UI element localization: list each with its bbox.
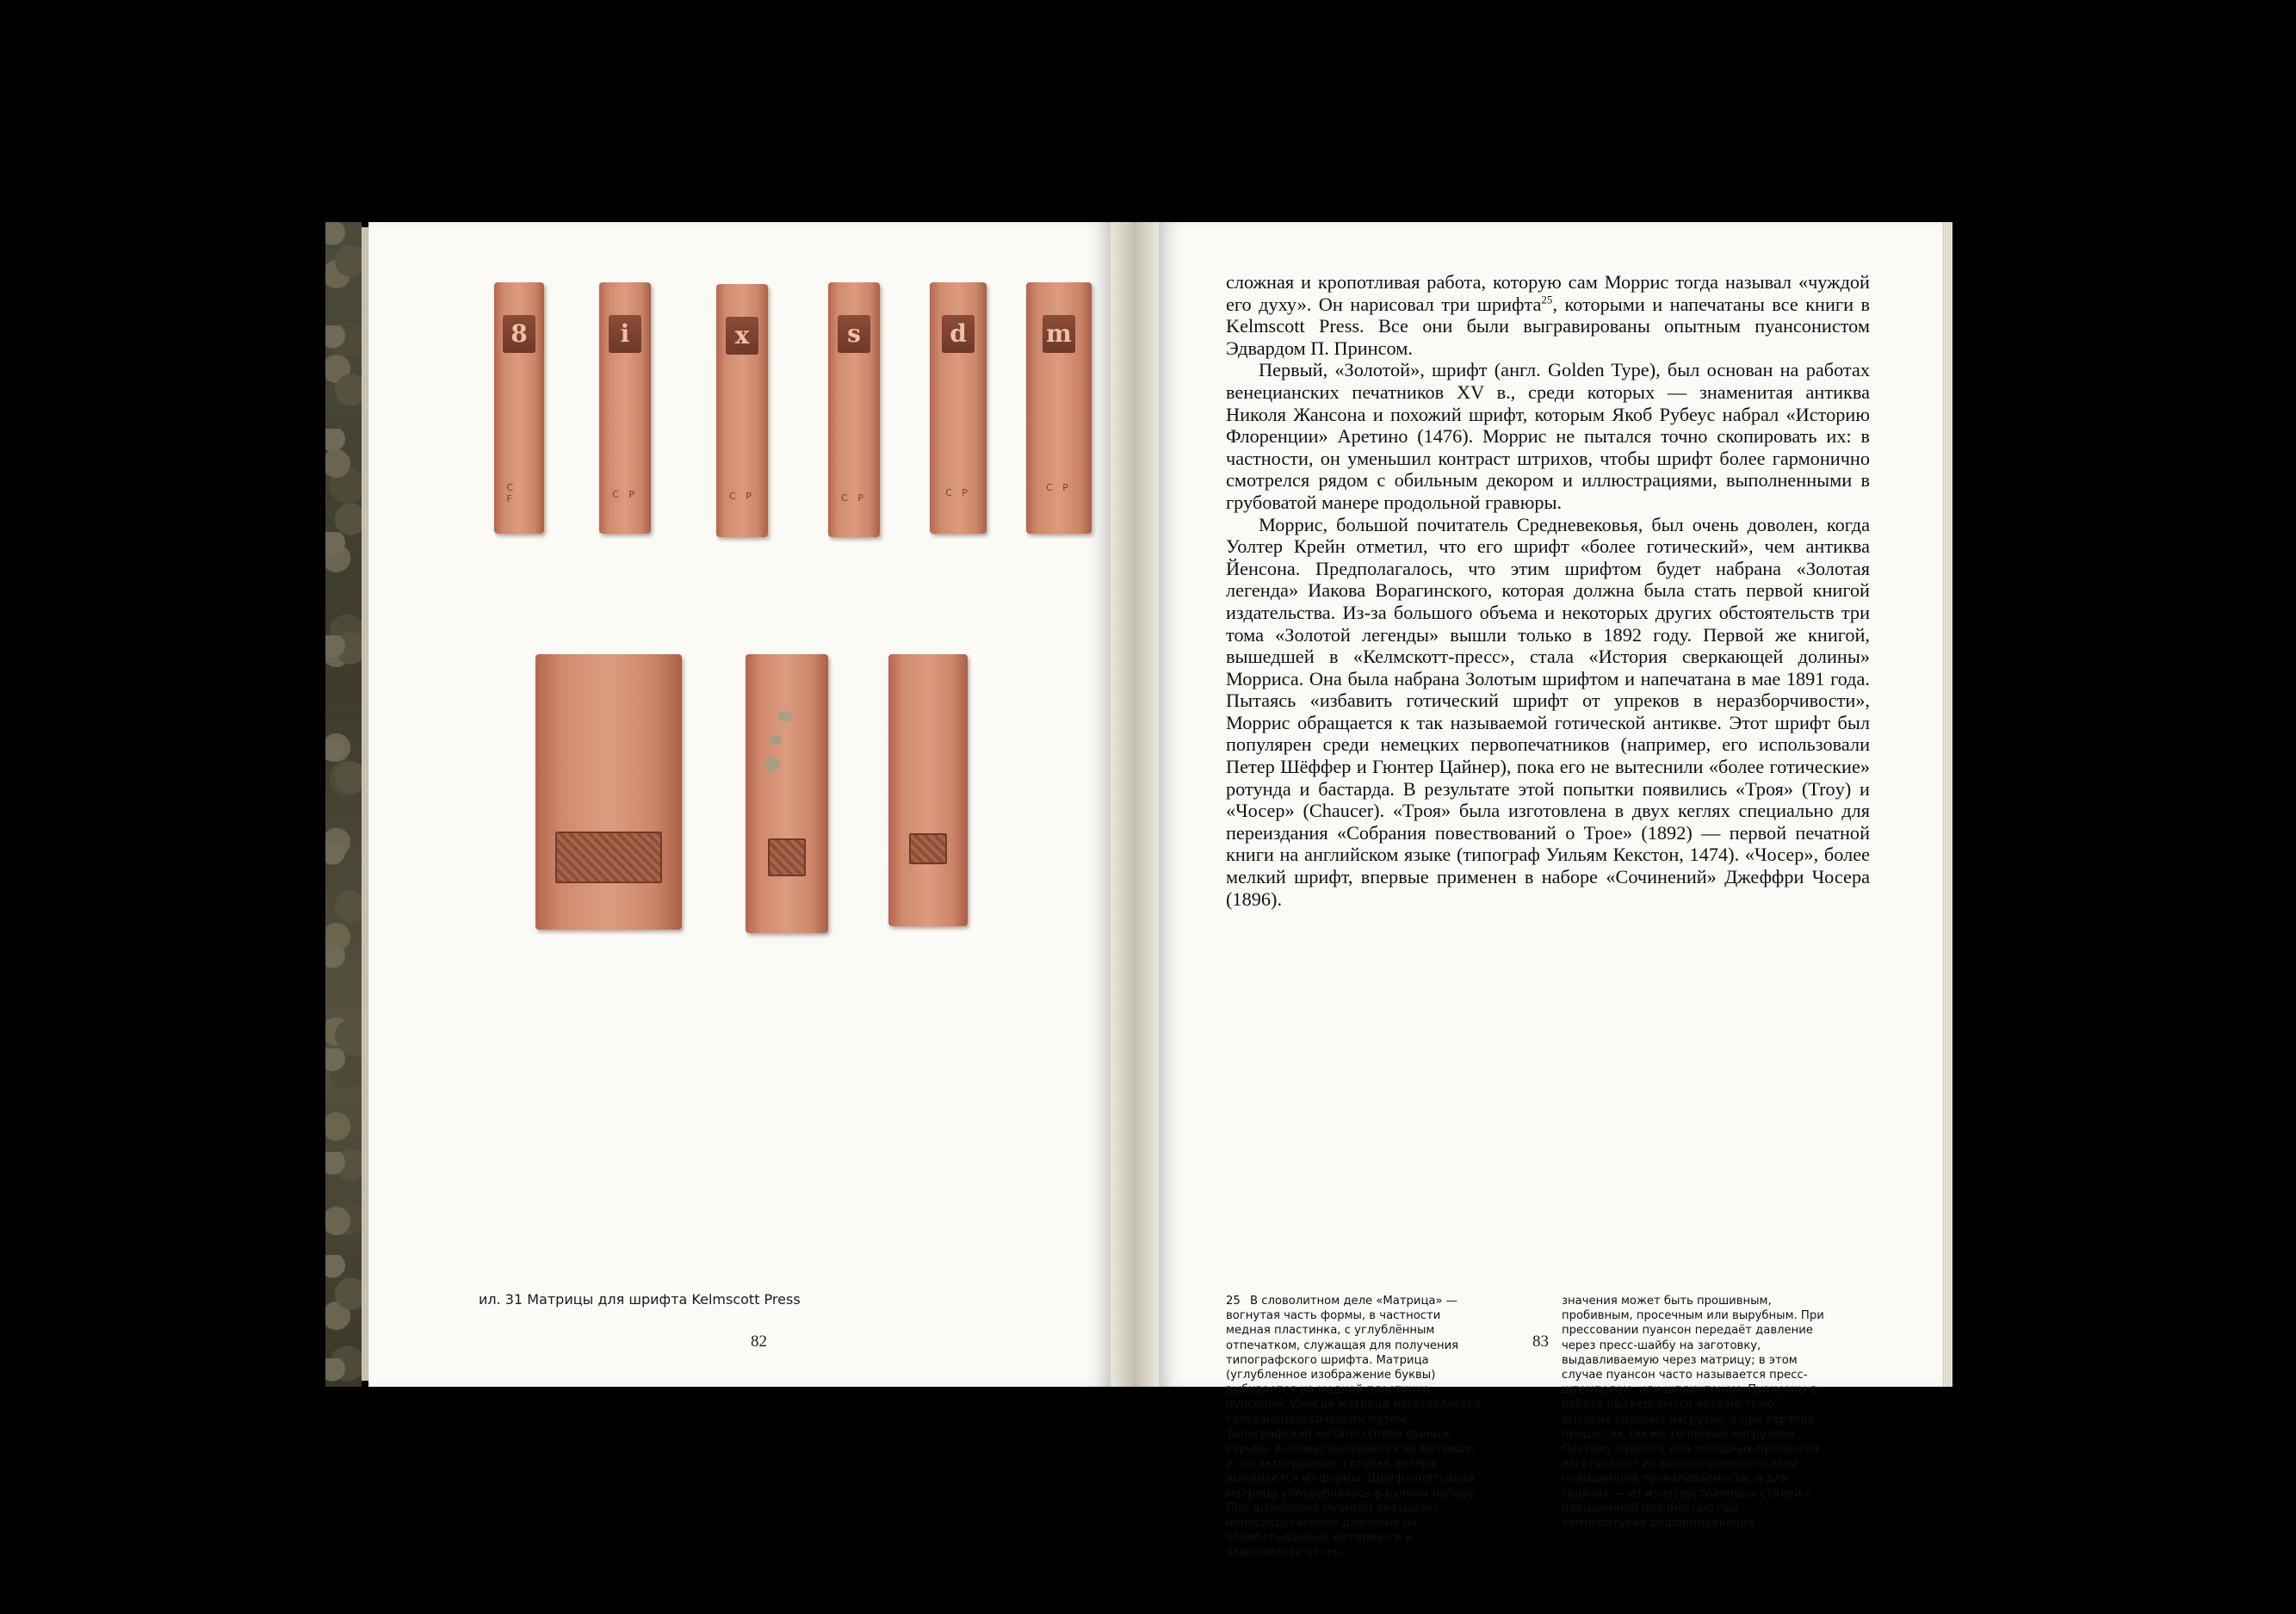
ornament-impression	[768, 838, 806, 876]
matrix-mark: C P	[1046, 482, 1072, 493]
patina-spot	[778, 711, 792, 721]
matrix-mark: C P	[945, 487, 971, 498]
book-gutter	[1111, 222, 1159, 1387]
matrix-s	[828, 282, 880, 537]
matrix-glyph: x	[726, 317, 758, 355]
matrix-glyph: d	[942, 315, 975, 353]
body-text	[1226, 271, 1870, 910]
ornament-matrix-leaf	[888, 654, 968, 926]
paragraph: Моррис, большой почитатель Средневековья, был очень доволен, когда Уолтер Крейн отметил, что его шрифт «более готический», чем антиква Йенсона. Предполагалось, что этим шрифтом будет набрана «Золотая легенда» Иакова Ворагинского, которая должна была стать первой книгой издательства. Из-за большого объема и некоторых других обстоятельств три тома «Золотой легенды» вышли только в 1892 году. Первой же книгой, вышедшей в «Келмскотт-пресс», стала «История сверкающей долины» Морриса. Она была набрана Золотым шрифтом и напечатана в мае 1891 года. Пытаясь «избавить готический шрифт от упреков в неразборчивости», Моррис обращается к так называемой готической антикве. Этот шрифт был популярен среди немецких первопечатников (например, его использовали Петер Шёффер и Гюнтер Цайнер), пока его не вытеснили «более готические» ротунда и бастарда. В результате этой попытки появились «Троя» (Troy) и «Чосер» (Chaucer). «Троя» была изготовлена в двух кеглях специально для переиздания «Собрания повествований о Трое» (1892) — первой печатной книги на английском языке (типограф Уильям Кекстон, 1474). «Чосер», более мелкий шрифт, впервые применен в наборе «Сочинений» Джеффри Чосера (1896).	[1226, 513, 1870, 910]
page-edges-right	[1942, 222, 1953, 1387]
matrix-8	[494, 282, 544, 534]
matrix-d	[930, 282, 987, 534]
footnote-text: В словолитном деле «Матрица» — вогнутая часть формы, в частности медная пластинка, с углублённым отпечатком, служащая для получения типографского шрифта. Матрица (углубленное изображение буквы) выбивается на медной пластинке пунсоном. Иногда матрица изготовляется гальванопластическим путем. Типографский металл (сплав свинца, сурьмы и олова) выливается на матрице, и, по затвердении, готовая литера вынимается из формы. Шрифтолитейная матрица употреблялась в ручном наборе. При штамповке пуансон оказывает непосредственное давление на обрабатываемый материал и в зависимости от на-	[1226, 1295, 1481, 1560]
matrix-mark: C P	[729, 491, 755, 502]
footnote-number: 25	[1226, 1295, 1241, 1308]
page-number-left: 82	[751, 1333, 767, 1351]
matrix-mark: C F	[506, 482, 517, 504]
page-number-right: 83	[1532, 1333, 1549, 1351]
footnote-column-2: значения может быть прошивным, пробивным, просечным или вырубным. При прессовании пуансон передаёт давление через пресс-шайбу на заготовку, выдавливаемую через матрицу; в этом случае пуансон часто называется пресс-штемпелем, или шплинтоном. Пуансоны в работе подвергаются воздействию высоких силовых нагрузок, а при горячих процессах также тепловым нагрузкам. Поэтому пуансон для холодных процессов изготовляют из высокопрочных сталей повышенной прокаливаемости, а для горячих — из износоустойчивых сталей с повышенной прочностью при температурах деформирования.	[1562, 1295, 1824, 1531]
matrix-glyph: m	[1043, 315, 1075, 353]
matrix-x	[716, 284, 768, 537]
right-page	[1159, 222, 1953, 1560]
figure-caption: ил. 31 Матрицы для шрифта Kelmscott Press	[479, 1291, 801, 1308]
paragraph: Первый, «Золотой», шрифт (англ. Golden Type), был основан на работах венецианских печатников XV в., среди которых — знаменитая антиква Николя Жансона и похожий шрифт, которым Якоб Рубеус набрал «Историю Флоренции» Аретино (1476). Моррис не пытался точно скопировать их: в частности, он уменьшил контраст штрихов, чтобы шрифт более гармонично смотрелся рядом с обильным декором и иллюстрациями, выполненными в грубоватой манере продольной гравюры.	[1226, 359, 1870, 513]
patina-spot	[770, 735, 782, 745]
book-spread	[325, 222, 1953, 1560]
matrix-i	[599, 282, 651, 534]
matrix-glyph: s	[838, 315, 870, 353]
page-edges-left	[362, 227, 368, 1381]
matrix-mark: C P	[612, 489, 638, 500]
book-cover-edge	[325, 222, 362, 1387]
matrix-m	[1026, 282, 1092, 534]
footnote-column-1	[1226, 1294, 1488, 1561]
left-page	[368, 222, 1111, 1387]
patina-spot	[764, 758, 780, 771]
paragraph: сложная и кропотливая работа, которую сам Моррис тогда называл «чуждой его духу». Он нарисовал три шрифта$^{25}$, которыми и напечатаны все книги в Kelmscott Press. Все они были выгравированы опытным пуансонистом Эдвардом П. Принсом.	[1226, 271, 1871, 359]
ornament-impression	[909, 833, 947, 864]
ornament-matrix-wide	[535, 654, 682, 930]
matrix-glyph: i	[609, 315, 641, 353]
footnote-ref: 25	[1541, 293, 1553, 306]
ornament-impression	[555, 832, 662, 883]
ornament-matrix-star	[746, 654, 828, 933]
matrix-mark: C P	[841, 492, 867, 504]
matrix-glyph: 8	[503, 315, 535, 353]
